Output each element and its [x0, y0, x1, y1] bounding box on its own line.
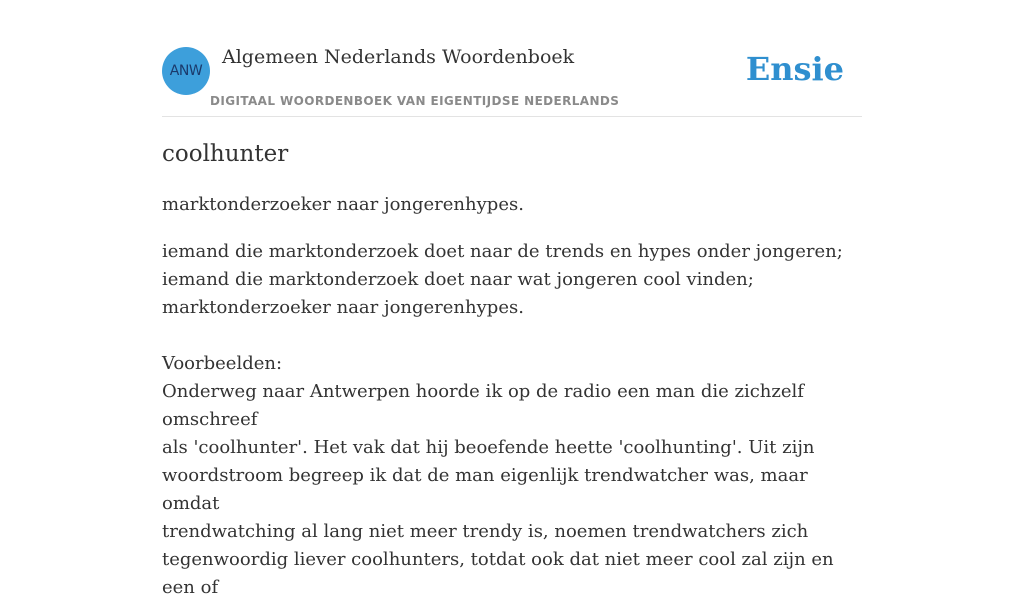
- site-subtitle: DIGITAAL WOORDENBOEK VAN EIGENTIJDSE NEDERLANDS: [210, 94, 620, 108]
- ensie-brand-logo[interactable]: Ensie: [745, 50, 844, 88]
- definition-line: iemand die marktonderzoek doet naar wat jongeren cool vinden;: [162, 269, 754, 290]
- example-line: tegenwoordig liever coolhunters, totdat ook dat niet meer cool zal zijn en een of: [162, 549, 834, 598]
- definition-block: [162, 238, 862, 602]
- example-line: woordstroom begreep ik dat de man eigenlijk trendwatcher was, maar omdat: [162, 465, 808, 514]
- short-definition: marktonderzoeker naar jongerenhypes.: [162, 194, 524, 215]
- site-header: [162, 44, 862, 117]
- example-line: als 'coolhunter'. Het vak dat hij beoefende heette 'coolhunting'. Uit zijn: [162, 437, 815, 458]
- anw-logo[interactable]: ANW: [162, 47, 210, 95]
- definition-line: iemand die marktonderzoek doet naar de trends en hypes onder jongeren;: [162, 241, 843, 262]
- definition-line: marktonderzoeker naar jongerenhypes.: [162, 297, 524, 318]
- entry-content: [162, 137, 862, 602]
- site-title[interactable]: Algemeen Nederlands Woordenboek: [222, 46, 575, 68]
- spacer: [162, 322, 862, 350]
- example-line: trendwatching al lang niet meer trendy is, noemen trendwatchers zich: [162, 521, 809, 542]
- example-line: Onderweg naar Antwerpen hoorde ik op de radio een man die zichzelf omschreef: [162, 381, 804, 430]
- entry-headword: coolhunter: [162, 141, 289, 167]
- examples-label: Voorbeelden:: [162, 353, 283, 374]
